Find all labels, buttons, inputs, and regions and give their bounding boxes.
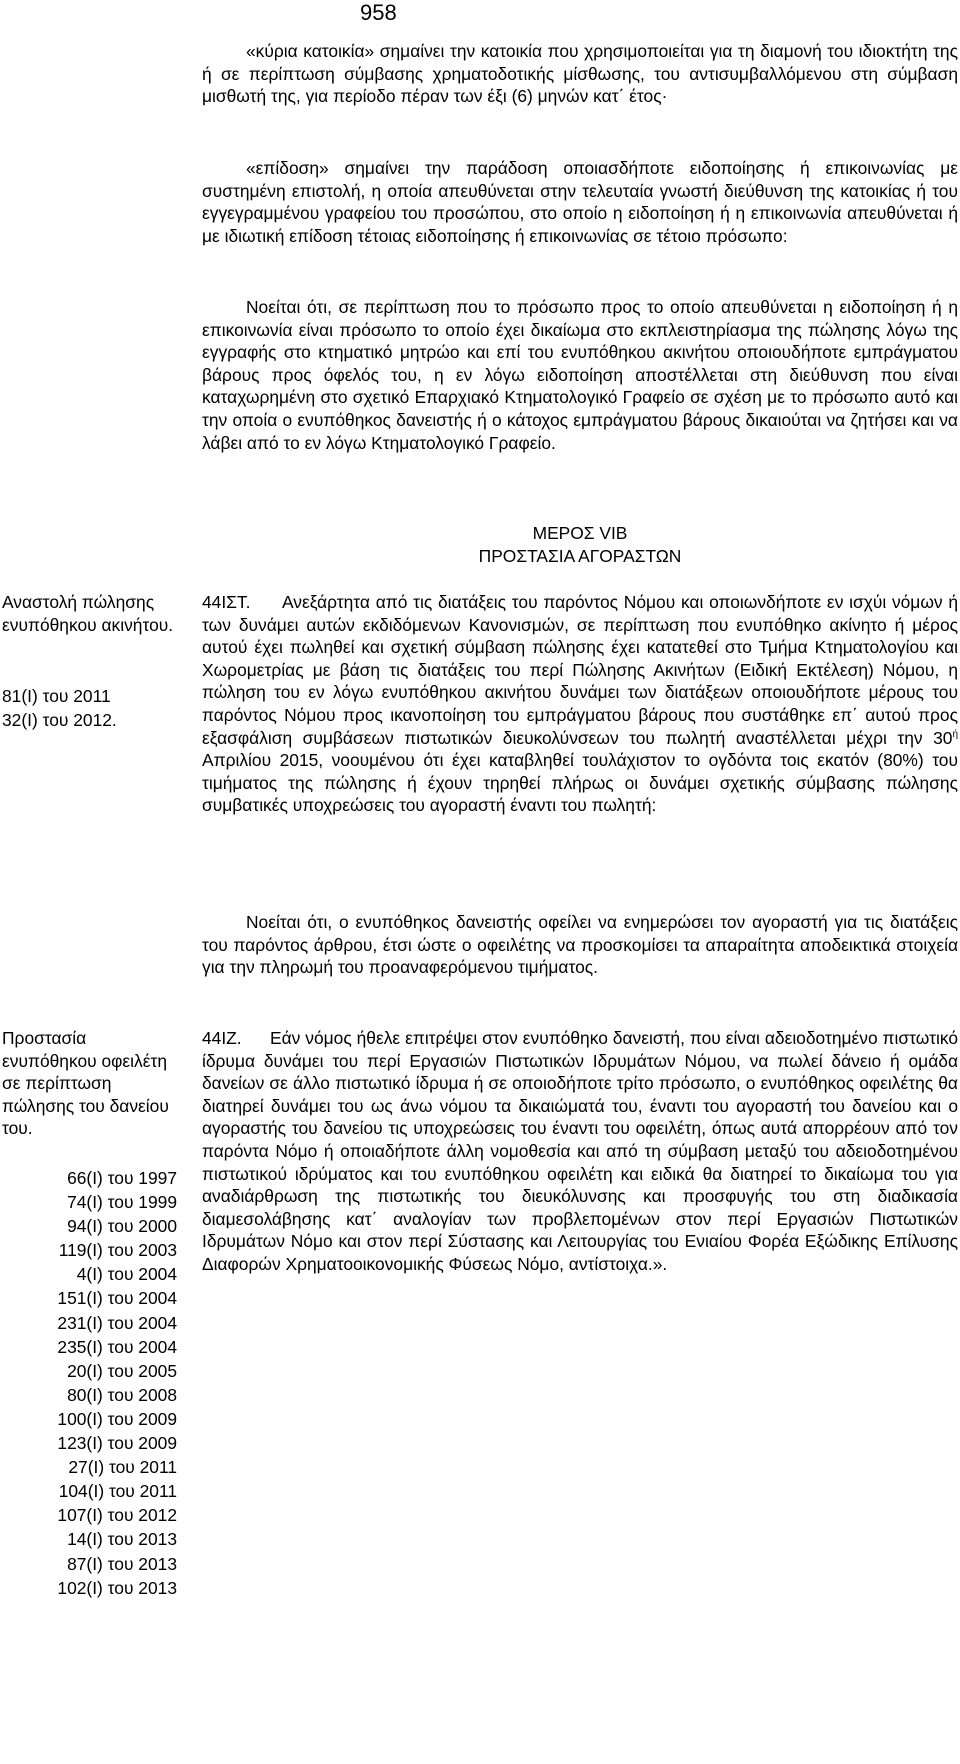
margin-refs-44iz bbox=[2, 1166, 177, 1600]
page-number: 958 bbox=[360, 0, 397, 25]
part-subtitle: ΠΡΟΣΤΑΣΙΑ ΑΓΟΡΑΣΤΩΝ bbox=[478, 546, 682, 566]
section-44ist-body-cont: Απριλίου 2015, νοουμένου ότι έχει καταβληθεί τουλάχιστον το ογδόντα τοις εκατόν (80%) του τιμήματος της πώλησης ή έχουν τηρηθεί πλήρως οι δυνάμει σχετικής σύμβασης πώλησης συμβατικές υποχρεώσεις του αγοραστή έναντι του πωλητή: bbox=[202, 750, 958, 816]
margin-ref: 100(Ι) του 2009 bbox=[57, 1408, 177, 1429]
margin-ref: 87(Ι) του 2013 bbox=[67, 1553, 177, 1574]
margin-ref: 104(Ι) του 2011 bbox=[58, 1481, 177, 1502]
margin-ref: 20(Ι) του 2005 bbox=[67, 1360, 177, 1381]
margin-note-suspension: Αναστολή πώλησης ενυπόθηκου ακινήτου. bbox=[2, 592, 174, 635]
section-44iz-body: Εάν νόμος ήθελε επιτρέψει στον ενυπόθηκο δανειστή, που είναι αδειοδοτημένο πιστωτικό ίδρυμα δυνάμει του περί Εργασιών Πιστωτικών Ιδρυμάτων Νόμου, να πωλεί δάνειο ή ομάδα δανείων σε άλλο πιστωτικό ίδρυμα ή σε οποιοδήποτε τρίτο πρόσωπο, ο ενυπόθηκος οφειλέτης θα διατηρεί δυνάμει του ως άνω νόμου τα δικαιώματά του, έναντι του αγοραστή του δανείου και ο αγοραστής του δανείου τις υποχρεώσεις του έναντι του οφειλέτη, όπως αυτά απορρέουν από τον παρόντα Νόμο ή οποιαδήποτε άλλη νομοθεσία και από τη σύμβαση μεταξύ του αδειοδοτημένου πιστωτικού ιδρύματος και του ενυπόθηκου οφειλέτη και ειδικά θα διατηρεί το δικαίωμα του για αναδιάρθρωση της πιστωτικής του διευκόλυνσης και προσφυγής του στη διαδικασία διαμεσολάβησης κατ΄ αναλογίαν των προβλεπομένων στον περί Εργασιών Πιστωτικών Ιδρυμάτων Νόμο και στον περί Σύστασης και Λειτουργίας του Ενιαίου Φορέα Εξώδικης Επίλυσης Διαφορών Χρηματοοικονομικής Φύσεως Νόμο, αντίστοιχα.». bbox=[202, 1028, 958, 1274]
section-44iz-number: 44ΙΖ. bbox=[202, 1028, 242, 1048]
margin-ref: 74(Ι) του 1999 bbox=[67, 1192, 177, 1213]
superscript: ή bbox=[952, 728, 958, 740]
margin-ref: 231(Ι) του 2004 bbox=[57, 1312, 177, 1333]
definition-service: «επίδοση» σημαίνει την παράδοση οποιασδήποτε ειδοποίησης ή επικοινωνίας με συστημένη επιστολή, η οποία απευθύνεται στην τελευταία γνωστή διεύθυνση της κατοικίας ή του εγγεγραμμένου γραφείου του προσώπου, στο οποίο η ειδοποίηση ή η επικοινωνία απευθύνεται ή με ιδιωτική επίδοση τέτοιας ειδοποίησης ή επικοινωνίας σε τέτοιο πρόσωπο: bbox=[202, 158, 958, 246]
margin-ref: 102(Ι) του 2013 bbox=[57, 1577, 177, 1598]
margin-ref: 151(Ι) του 2004 bbox=[57, 1288, 177, 1309]
section-44iz-text bbox=[202, 1027, 958, 1276]
margin-ref: 94(Ι) του 2000 bbox=[67, 1216, 177, 1237]
margin-ref: 27(Ι) του 2011 bbox=[68, 1457, 177, 1478]
margin-ref: 119(Ι) του 2003 bbox=[58, 1240, 177, 1261]
margin-ref: 123(Ι) του 2009 bbox=[57, 1433, 177, 1454]
section-44ist-proviso: Νοείται ότι, ο ενυπόθηκος δανειστής οφείλει να ενημερώσει τον αγοραστή για τις διατάξεις του παρόντος άρθρου, έτσι ώστε ο οφειλέτης να προσκομίσει τα απαραίτητα αποδεικτικά στοιχεία για την πληρωμή του προαναφερόμενου τιμήματος. bbox=[202, 912, 958, 978]
margin-ref: 80(Ι) του 2008 bbox=[67, 1384, 177, 1405]
part-title: ΜΕΡΟΣ VIB bbox=[532, 523, 628, 543]
margin-ref: 81(Ι) του 2011 bbox=[2, 686, 111, 706]
section-44ist-body: Ανεξάρτητα από τις διατάξεις του παρόντος Νόμου και οποιωνδήποτε εν ισχύι νόμων ή των δυνάμει αυτών εκδιδόμενων Κανονισμών, σε περίπτωση που ενυπόθηκο ακίνητο ή μέρος αυτού έχει πωληθεί και σχετική σύμβαση πώλησης έχει κατατεθεί στο Τμήμα Κτηματολογίου και Χωρομετρίας με βάση τις διατάξεις του περί Πώλησης Ακινήτων (Ειδική Εκτέλεση) Νόμου, η πώληση του εν λόγω ενυπόθηκου ακινήτου δυνάμει των διατάξεων οποιουδήποτε μέρους του παρόντος Νόμου προς ικανοποίηση του εμπράγματου βάρους που συστάθηκε επ΄ αυτού προς εξασφάλιση συμβάσεων πιστωτικών διευκολύνσεων του πωλητή αναστέλλεται μέχρι την 30 bbox=[202, 592, 958, 748]
margin-refs-44ist bbox=[2, 684, 177, 732]
margin-ref: 32(Ι) του 2012. bbox=[2, 710, 117, 731]
margin-ref: 107(Ι) του 2012 bbox=[57, 1505, 177, 1526]
margin-ref: 66(Ι) του 1997 bbox=[67, 1168, 177, 1188]
definition-main-residence: «κύρια κατοικία» σημαίνει την κατοικία που χρησιμοποιείται για τη διαμονή του ιδιοκτήτη της ή σε περίπτωση σύμβασης χρηματοδοτικής μίσθωσης, του αντισυμβαλλόμενου στη σύμβαση μισθωτή της, για περίοδο πέραν των έξι (6) μηνών κατ΄ έτος· bbox=[202, 41, 958, 107]
margin-note-borrower-protection: Προστασία ενυπόθηκου οφειλέτη σε περίπτωση πώλησης του δανείου του. bbox=[2, 1028, 169, 1139]
section-44ist-text bbox=[202, 591, 958, 817]
definition-proviso: Νοείται ότι, σε περίπτωση που το πρόσωπο προς το οποίο απευθύνεται η ειδοποίηση ή η επικοινωνία είναι πρόσωπο το οποίο έχει δικαίωμα στο εκπλειστηρίασμα της πώλησης λόγω της εγγραφής στο κτηματικό μητρώο και επί του ενυπόθηκου ακινήτου οποιουδήποτε εμπράγματου βάρους προς όφελός του, η εν λόγω ειδοποίηση αποστέλλεται στη διεύθυνση που είναι καταχωρημένη στο σχετικό Επαρχιακό Κτηματολογικό Γραφείο σε σχέση με το πρόσωπο αυτό και την οποία ο ενυπόθηκος δανειστής ή ο κάτοχος εμπράγματου βάρους δικαιούται να ζητήσει και να λάβει από το εν λόγω Κτηματολογικό Γραφείο. bbox=[202, 297, 958, 453]
section-44ist-number: 44ΙΣΤ. bbox=[202, 592, 251, 612]
margin-ref: 4(Ι) του 2004 bbox=[76, 1264, 177, 1285]
margin-ref: 14(Ι) του 2013 bbox=[67, 1529, 177, 1550]
margin-ref: 235(Ι) του 2004 bbox=[57, 1336, 177, 1357]
